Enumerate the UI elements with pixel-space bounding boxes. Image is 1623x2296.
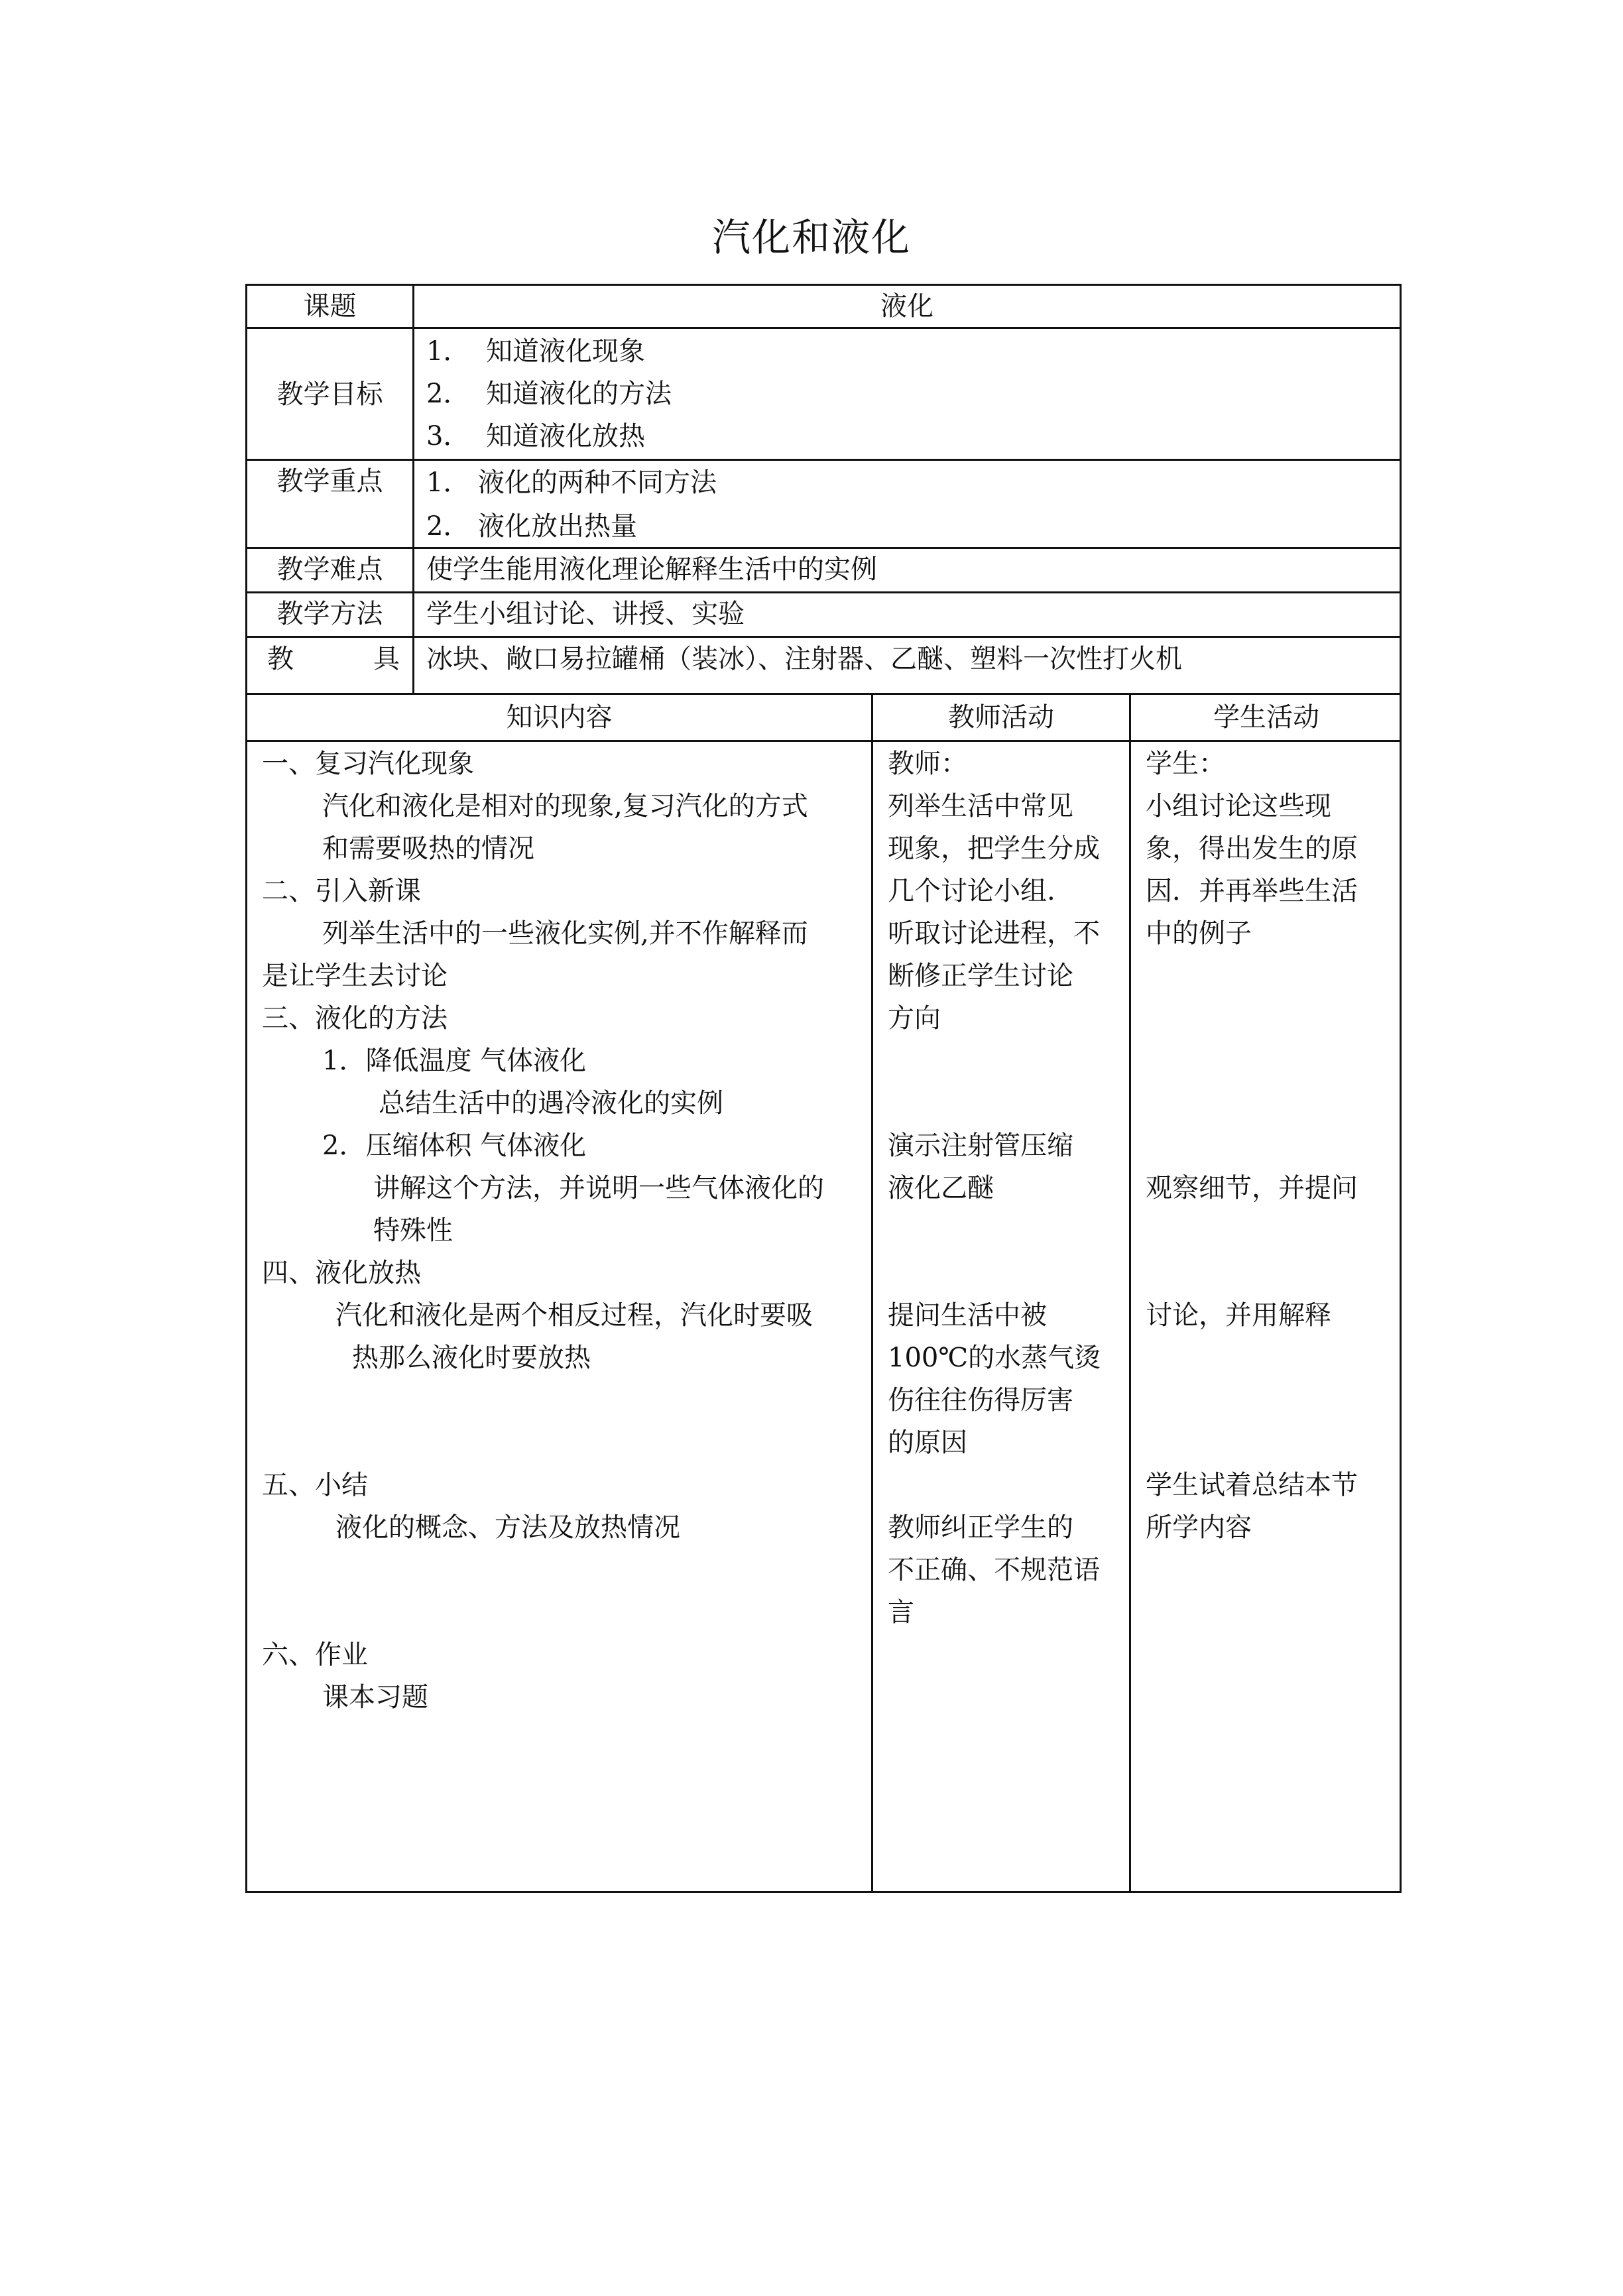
tools-value: 冰块、敞口易拉罐桶（装冰）、注射器、乙醚、塑料一次性打火机	[426, 644, 1182, 674]
student-line: 象，得出发生的原	[1146, 833, 1358, 864]
knowledge-line: 液化的概念、方法及放热情况	[335, 1512, 680, 1543]
tools-label: 教 具	[267, 644, 400, 674]
row-divider	[247, 740, 1400, 742]
student-line: 学生：	[1146, 749, 1225, 779]
knowledge-line: 列举生活中的一些液化实例,并不作解释而	[322, 918, 808, 949]
column-divider	[412, 286, 414, 693]
teacher-line: 伤往往伤得厉害	[888, 1385, 1073, 1416]
teacher-line: 不正确、不规范语	[888, 1555, 1100, 1585]
knowledge-line: 六、作业	[262, 1640, 368, 1670]
topic-value: 液化	[880, 291, 933, 322]
knowledge-line: 汽化和液化是相对的现象,复习汽化的方式	[322, 791, 808, 821]
teacher-line: 听取讨论进程，不	[888, 918, 1100, 949]
knowledge-line: 三、液化的方法	[262, 1003, 448, 1034]
teacher-line: 教师纠正学生的	[888, 1512, 1073, 1543]
knowledge-line: 1．降低温度 气体液化	[322, 1046, 587, 1076]
student-line: 因．并再举些生活	[1146, 876, 1358, 906]
list-item: 3． 知道液化放热	[426, 421, 645, 452]
lesson-plan-table	[245, 284, 1402, 1893]
page-title: 汽化和液化	[711, 215, 911, 260]
teacher-line: 断修正学生讨论	[888, 961, 1073, 991]
keypoints-label: 教学重点	[276, 466, 383, 497]
row-divider	[247, 327, 1400, 329]
teacher-line: 演示注射管压缩	[888, 1130, 1073, 1161]
knowledge-line: 是让学生去讨论	[262, 961, 448, 991]
keypoints-list	[426, 461, 717, 548]
student-line: 中的例子	[1146, 918, 1252, 949]
knowledge-line: 2．压缩体积 气体液化	[322, 1130, 587, 1161]
teacher-line: 几个讨论小组.	[888, 876, 1055, 906]
teacher-line: 言	[888, 1597, 914, 1628]
goals-list	[426, 330, 672, 457]
teacher-line: 现象，把学生分成	[888, 833, 1100, 864]
difficulty-value: 使学生能用液化理论解释生活中的实例	[426, 554, 877, 585]
student-line: 观察细节，并提问	[1146, 1173, 1358, 1203]
knowledge-line: 总结生活中的遇冷液化的实例	[379, 1088, 723, 1118]
student-line: 学生试着总结本节	[1146, 1470, 1358, 1500]
student-line: 小组讨论这些现	[1146, 791, 1331, 821]
method-label: 教学方法	[276, 599, 383, 629]
student-line: 所学内容	[1146, 1512, 1252, 1543]
knowledge-line: 课本习题	[322, 1682, 428, 1713]
teacher-line: 列举生活中常见	[888, 791, 1073, 821]
list-item: 1． 液化的两种不同方法	[426, 467, 717, 498]
row-divider	[247, 591, 1400, 593]
teacher-line: 提问生活中被	[888, 1300, 1047, 1331]
column-divider	[1129, 693, 1131, 1893]
list-item: 1． 知道液化现象	[426, 336, 645, 367]
teacher-line: 100℃的水蒸气烫	[888, 1343, 1101, 1373]
difficulty-label: 教学难点	[276, 554, 383, 585]
knowledge-line: 和需要吸热的情况	[322, 833, 534, 864]
knowledge-line: 特殊性	[373, 1215, 453, 1246]
row-divider	[247, 459, 1400, 461]
column-divider	[871, 693, 873, 1893]
knowledge-line: 五、小结	[262, 1470, 368, 1500]
knowledge-line: 汽化和液化是两个相反过程，汽化时要吸	[335, 1300, 813, 1331]
method-value: 学生小组讨论、讲授、实验	[426, 599, 745, 629]
column-header-teacher: 教师活动	[948, 702, 1054, 733]
teacher-line: 方向	[888, 1003, 941, 1034]
column-header-student: 学生活动	[1213, 702, 1319, 733]
teacher-line: 液化乙醚	[888, 1173, 994, 1203]
knowledge-line: 讲解这个方法，并说明一些气体液化的	[373, 1173, 824, 1203]
goals-label: 教学目标	[276, 379, 383, 410]
teacher-line: 教师：	[888, 749, 967, 779]
topic-label: 课题	[303, 291, 357, 322]
list-item: 2． 知道液化的方法	[426, 379, 672, 409]
list-item: 2． 液化放出热量	[426, 511, 637, 542]
knowledge-line: 热那么液化时要放热	[352, 1343, 591, 1373]
student-line: 讨论，并用解释	[1146, 1300, 1331, 1331]
knowledge-line: 一、复习汽化现象	[262, 749, 474, 779]
column-header-knowledge: 知识内容	[506, 702, 613, 733]
teacher-line: 的原因	[888, 1427, 967, 1458]
knowledge-line: 四、液化放热	[262, 1258, 421, 1288]
knowledge-line: 二、引入新课	[262, 876, 421, 906]
